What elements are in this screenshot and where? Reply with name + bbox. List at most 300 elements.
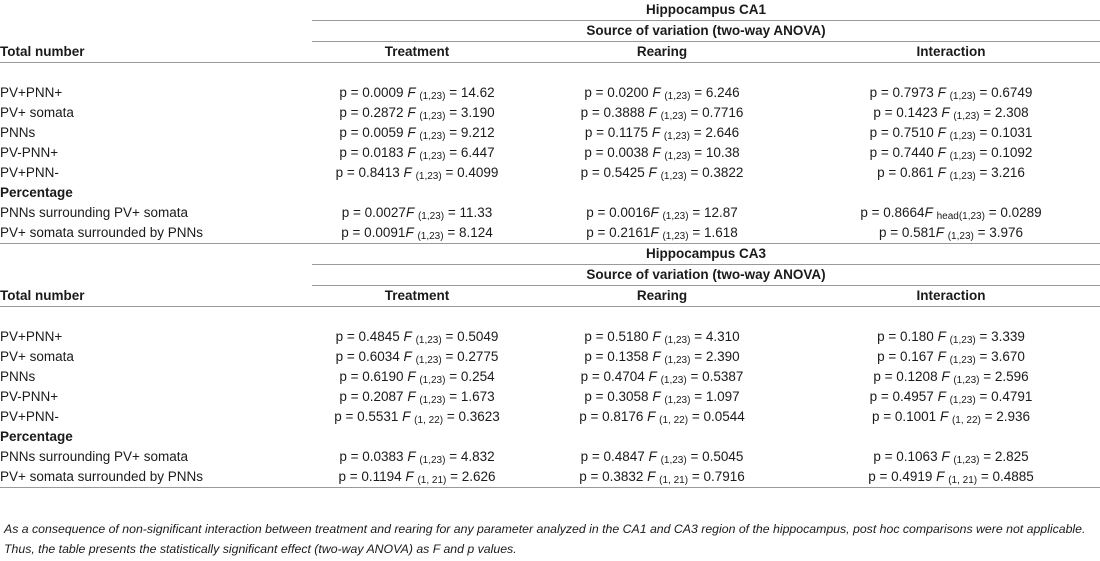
source-title: Source of variation (two-way ANOVA) [312, 265, 1100, 286]
degrees-of-freedom: (1, 22) [951, 415, 981, 426]
stat-value [872, 409, 1030, 424]
f-symbol: F [399, 329, 412, 344]
table-row [0, 83, 1100, 103]
stat-cell [522, 387, 802, 407]
spacer-cell [0, 63, 1100, 84]
row-label: PV+ somata [0, 105, 74, 120]
p-value: p = 0.0009 [339, 85, 404, 100]
stat-value [336, 165, 499, 180]
f-value: = 1.673 [445, 389, 495, 404]
p-value: p = 0.7440 [869, 145, 934, 160]
row-label: PV+PNN+ [0, 85, 63, 100]
stat-value [334, 409, 500, 424]
table-row [0, 367, 1100, 387]
f-symbol: F [403, 85, 416, 100]
stat-cell [312, 447, 522, 467]
degrees-of-freedom: (1,23) [664, 151, 691, 162]
column-header-rearing: Rearing [522, 42, 802, 63]
degrees-of-freedom: (1,23) [660, 111, 687, 122]
row-label: PV+ somata surrounded by PNNs [0, 467, 312, 488]
stat-cell [802, 143, 1100, 163]
p-value: p = 0.8176 [579, 409, 644, 424]
stat-value [341, 225, 493, 240]
f-symbol: F [935, 225, 944, 240]
stat-cell [312, 123, 522, 143]
degrees-of-freedom: (1,23) [419, 131, 446, 142]
f-symbol: F [644, 369, 657, 384]
f-value: = 0.0544 [688, 409, 745, 424]
degrees-of-freedom: (1, 21) [948, 475, 978, 486]
section-title-percentage: Percentage [0, 185, 73, 200]
section-blank-cell [312, 427, 522, 447]
f-symbol: F [932, 469, 945, 484]
stat-cell [802, 407, 1100, 427]
p-value: p = 0.1194 [338, 469, 402, 484]
column-header-treatment: Treatment [312, 42, 522, 63]
stat-value [579, 469, 745, 484]
stat-cell [522, 203, 802, 223]
p-value: p = 0.3832 [579, 469, 644, 484]
f-value: = 0.3623 [443, 409, 500, 424]
stat-value [581, 369, 744, 384]
stat-cell [522, 143, 802, 163]
f-symbol: F [403, 389, 416, 404]
p-value: p = 0.1208 [873, 369, 938, 384]
stat-value [339, 125, 494, 140]
degrees-of-freedom: (1,23) [660, 455, 687, 466]
f-symbol: F [648, 349, 661, 364]
f-symbol: F [398, 409, 411, 424]
f-symbol: F [933, 85, 946, 100]
table-row [0, 347, 1100, 367]
p-value: p = 0.7510 [869, 125, 934, 140]
stat-value [870, 389, 1033, 404]
f-symbol: F [643, 469, 656, 484]
f-value: = 0.6749 [975, 85, 1033, 100]
p-value: p = 0.4957 [869, 389, 934, 404]
degrees-of-freedom: (1,23) [419, 111, 446, 122]
degrees-of-freedom: (1,23) [415, 355, 442, 366]
degrees-of-freedom: (1,23) [417, 231, 444, 242]
stat-value [873, 449, 1028, 464]
row-label: PNNs surrounding PV+ somata [0, 205, 188, 220]
f-symbol: F [648, 329, 661, 344]
f-value: = 4.832 [445, 449, 495, 464]
f-symbol: F [937, 449, 950, 464]
f-symbol: F [924, 205, 933, 220]
degrees-of-freedom: (1, 21) [659, 475, 689, 486]
p-value: p = 0.2087 [339, 389, 404, 404]
degrees-of-freedom: (1,23) [419, 375, 446, 386]
stat-value [342, 205, 493, 220]
f-value: = 3.670 [975, 349, 1025, 364]
stat-cell [312, 103, 522, 123]
table-footnote: As a consequence of non-significant interaction between treatment and rearing for any parameter analyzed in the CA1 and CA3 region of the hippocampus, post hoc comparisons were not applicable. Thus, the table presents the statistically significant effect (two-way ANOVA) as F and p values. [4, 522, 1086, 556]
f-symbol: F [405, 225, 414, 240]
stat-value [873, 369, 1028, 384]
row-label: PNNs surrounding PV+ somata [0, 449, 188, 464]
stat-value [868, 469, 1034, 484]
degrees-of-freedom: (1,23) [949, 131, 976, 142]
stat-cell [802, 447, 1100, 467]
stat-value [877, 329, 1025, 344]
stat-value [860, 205, 1041, 220]
f-symbol: F [933, 349, 946, 364]
p-value: p = 0.6034 [335, 349, 400, 364]
degrees-of-freedom: (1,23) [662, 231, 689, 242]
degrees-of-freedom: head(1,23) [936, 211, 985, 222]
section-blank-cell [802, 427, 1100, 447]
table-row [0, 327, 1100, 347]
f-symbol: F [937, 105, 950, 120]
stat-cell [312, 203, 522, 223]
f-symbol: F [650, 205, 659, 220]
column-header-rearing: Rearing [522, 286, 802, 307]
p-value: p = 0.2872 [339, 105, 404, 120]
header-blank-cell [0, 265, 312, 286]
p-value: p = 0.4845 [335, 329, 400, 344]
f-value: = 4.310 [690, 329, 740, 344]
p-value: p = 0.2161 [586, 225, 651, 240]
f-value: = 2.825 [979, 449, 1029, 464]
degrees-of-freedom: (1,23) [415, 335, 442, 346]
column-header-total-number: Total number [0, 286, 312, 307]
degrees-of-freedom: (1, 22) [659, 415, 689, 426]
stat-value [870, 145, 1033, 160]
table-row [0, 407, 1100, 427]
f-value: = 6.447 [445, 145, 495, 160]
stat-cell [522, 83, 802, 103]
degrees-of-freedom: (1,23) [419, 151, 446, 162]
p-value: p = 0.0200 [584, 85, 649, 100]
p-value: p = 0.4704 [580, 369, 645, 384]
f-symbol: F [403, 105, 416, 120]
row-label: PV+PNN- [0, 165, 59, 180]
p-value: p = 0.7973 [869, 85, 934, 100]
p-value: p = 0.5180 [584, 329, 649, 344]
f-symbol: F [933, 125, 946, 140]
degrees-of-freedom: (1,23) [949, 355, 976, 366]
stat-cell [522, 347, 802, 367]
degrees-of-freedom: (1,23) [419, 395, 446, 406]
degrees-of-freedom: (1,23) [953, 375, 980, 386]
f-symbol: F [644, 449, 657, 464]
table-row [0, 447, 1100, 467]
stat-value [339, 85, 494, 100]
table-row [0, 103, 1100, 123]
f-symbol: F [644, 165, 657, 180]
f-value: = 2.626 [446, 469, 496, 484]
degrees-of-freedom: (1,23) [953, 111, 980, 122]
f-symbol: F [937, 369, 950, 384]
stat-cell [802, 367, 1100, 387]
stat-cell [802, 347, 1100, 367]
f-value: = 9.212 [445, 125, 495, 140]
row-label: PNNs [0, 369, 36, 384]
row-label: PNNs [0, 125, 36, 140]
table-row [0, 203, 1100, 223]
header-blank-cell [0, 21, 312, 42]
f-symbol: F [648, 125, 661, 140]
stat-cell [802, 163, 1100, 183]
section-blank-cell [522, 183, 802, 203]
f-symbol: F [933, 389, 946, 404]
row-label: PV+ somata [0, 349, 74, 364]
stat-cell [312, 367, 522, 387]
degrees-of-freedom: (1,23) [664, 91, 691, 102]
stat-cell [522, 163, 802, 183]
f-value: = 8.124 [443, 225, 493, 240]
stat-cell [312, 467, 522, 488]
f-symbol: F [403, 125, 416, 140]
degrees-of-freedom: (1,23) [419, 91, 446, 102]
degrees-of-freedom: (1,23) [947, 231, 974, 242]
f-value: = 3.190 [445, 105, 495, 120]
degrees-of-freedom: (1, 21) [417, 475, 447, 486]
stat-value [584, 329, 739, 344]
stat-cell [312, 83, 522, 103]
p-value: p = 0.3058 [584, 389, 649, 404]
f-symbol: F [933, 329, 946, 344]
stat-value [581, 105, 744, 120]
p-value: p = 0.1001 [872, 409, 937, 424]
f-value: = 10.38 [690, 145, 740, 160]
f-value: = 3.339 [975, 329, 1025, 344]
row-label: PV+ somata surrounded by PNNs [0, 223, 312, 244]
f-value: = 0.7716 [686, 105, 744, 120]
p-value: p = 0.0038 [584, 145, 649, 160]
column-header-interaction: Interaction [802, 42, 1100, 63]
p-value: p = 0.5531 [334, 409, 399, 424]
degrees-of-freedom: (1,23) [949, 171, 976, 182]
f-symbol: F [403, 369, 416, 384]
stat-cell [522, 103, 802, 123]
stat-cell [312, 143, 522, 163]
column-header-treatment: Treatment [312, 286, 522, 307]
region-title: Hippocampus CA1 [312, 0, 1100, 21]
degrees-of-freedom: (1,23) [664, 335, 691, 346]
region-header-row [0, 0, 1100, 21]
header-blank-cell [0, 244, 312, 265]
degrees-of-freedom: (1,23) [417, 211, 445, 222]
f-symbol: F [405, 205, 415, 220]
f-value: = 0.1031 [975, 125, 1033, 140]
column-header-row [0, 286, 1100, 307]
degrees-of-freedom: (1,23) [419, 455, 446, 466]
section-title-row [0, 427, 1100, 447]
table-row [0, 223, 1100, 244]
table-row [0, 143, 1100, 163]
stat-value [586, 205, 738, 220]
degrees-of-freedom: (1,23) [662, 211, 689, 222]
f-value: = 0.7916 [688, 469, 745, 484]
stat-value [339, 145, 494, 160]
stat-cell [312, 407, 522, 427]
p-value: p = 0.5425 [580, 165, 645, 180]
degrees-of-freedom: (1,23) [949, 395, 976, 406]
f-symbol: F [933, 145, 946, 160]
stat-cell [802, 103, 1100, 123]
stat-cell [802, 467, 1100, 488]
row-spacer [0, 63, 1100, 84]
stat-cell [802, 203, 1100, 223]
section-blank-cell [312, 183, 522, 203]
stat-value [579, 409, 745, 424]
f-value: = 1.618 [688, 225, 738, 240]
table-row [0, 387, 1100, 407]
degrees-of-freedom: (1,23) [415, 171, 442, 182]
stat-cell [802, 327, 1100, 347]
stat-value [581, 165, 744, 180]
f-value: = 12.87 [688, 205, 738, 220]
p-value: p = 0.4847 [580, 449, 645, 464]
degrees-of-freedom: (1,23) [949, 91, 976, 102]
f-symbol: F [401, 469, 414, 484]
f-value: = 2.936 [980, 409, 1031, 424]
p-value: p = 0.0059 [339, 125, 404, 140]
table-row [0, 467, 1100, 488]
region-title: Hippocampus CA3 [312, 244, 1100, 265]
spacer-cell [0, 307, 1100, 328]
f-value: = 2.308 [979, 105, 1029, 120]
f-value: = 2.596 [979, 369, 1029, 384]
row-label: PV-PNN+ [0, 145, 59, 160]
stat-cell [802, 387, 1100, 407]
stat-cell [802, 83, 1100, 103]
stat-cell [312, 223, 522, 244]
stat-cell [522, 447, 802, 467]
f-symbol: F [644, 105, 657, 120]
stat-cell [802, 223, 1100, 244]
degrees-of-freedom: (1,23) [949, 151, 976, 162]
row-label: PV+PNN- [0, 409, 59, 424]
f-symbol: F [936, 409, 949, 424]
table-row [0, 163, 1100, 183]
f-value: = 11.33 [444, 205, 493, 220]
f-value: = 2.390 [690, 349, 740, 364]
f-symbol: F [403, 145, 416, 160]
f-value: = 0.4791 [975, 389, 1033, 404]
p-value: p = 0.167 [877, 349, 934, 364]
header-blank-cell [0, 0, 312, 21]
stat-cell [522, 407, 802, 427]
p-value: p = 0.0183 [339, 145, 404, 160]
degrees-of-freedom: (1, 22) [414, 415, 444, 426]
column-header-interaction: Interaction [802, 286, 1100, 307]
degrees-of-freedom: (1,23) [664, 395, 691, 406]
source-header-row [0, 21, 1100, 42]
degrees-of-freedom: (1,23) [660, 171, 687, 182]
f-value: = 0.3822 [686, 165, 744, 180]
p-value: p = 0.4919 [868, 469, 933, 484]
stat-value [877, 165, 1025, 180]
p-value: p = 0.1358 [584, 349, 649, 364]
f-value: = 14.62 [445, 85, 495, 100]
stat-cell [522, 327, 802, 347]
f-symbol: F [648, 389, 661, 404]
f-symbol: F [399, 349, 412, 364]
f-value: = 0.0289 [984, 205, 1042, 220]
degrees-of-freedom: (1,23) [660, 375, 687, 386]
stat-cell [522, 123, 802, 143]
stat-value [336, 329, 499, 344]
stat-cell [522, 223, 802, 244]
stat-value [870, 85, 1033, 100]
stat-value [584, 349, 739, 364]
stat-value [584, 389, 739, 404]
section-title-row [0, 183, 1100, 203]
f-value: = 0.5045 [686, 449, 744, 464]
p-value: p = 0.3888 [580, 105, 645, 120]
p-value: p = 0.6190 [339, 369, 404, 384]
p-value: p = 0.1175 [584, 125, 649, 140]
stat-value [586, 225, 738, 240]
stat-value [336, 349, 499, 364]
f-value: = 0.5387 [686, 369, 744, 384]
stat-cell [312, 163, 522, 183]
f-symbol: F [643, 409, 656, 424]
f-value: = 3.216 [975, 165, 1025, 180]
f-symbol: F [403, 449, 416, 464]
p-value: p = 0.0383 [339, 449, 404, 464]
stat-value [877, 349, 1025, 364]
f-symbol: F [650, 225, 659, 240]
section-blank-cell [802, 183, 1100, 203]
p-value: p = 0.0027 [341, 205, 406, 220]
degrees-of-freedom: (1,23) [953, 455, 980, 466]
f-value: = 2.646 [689, 125, 740, 140]
f-value: = 0.4885 [977, 469, 1034, 484]
p-value: p = 0.1423 [873, 105, 938, 120]
stat-cell [312, 347, 522, 367]
degrees-of-freedom: (1,23) [949, 335, 976, 346]
p-value: p = 0.581 [879, 225, 936, 240]
stat-cell [522, 467, 802, 488]
p-value: p = 0.180 [877, 329, 934, 344]
stat-value [584, 85, 739, 100]
column-header-row [0, 42, 1100, 63]
f-value: = 6.246 [690, 85, 740, 100]
source-title: Source of variation (two-way ANOVA) [312, 21, 1100, 42]
stat-cell [522, 367, 802, 387]
p-value: p = 0.0016 [586, 205, 651, 220]
f-symbol: F [933, 165, 946, 180]
f-symbol: F [648, 145, 661, 160]
stat-value [870, 125, 1033, 140]
stat-value [338, 469, 495, 484]
stat-value [339, 389, 494, 404]
section-blank-cell [522, 427, 802, 447]
stat-value [873, 105, 1028, 120]
stat-value [585, 125, 739, 140]
stat-cell [802, 123, 1100, 143]
stat-value [581, 449, 744, 464]
stat-cell [312, 327, 522, 347]
stat-value [879, 225, 1023, 240]
p-value: p = 0.1063 [873, 449, 938, 464]
column-header-total-number: Total number [0, 42, 312, 63]
f-value: = 0.2775 [441, 349, 499, 364]
p-value: p = 0.8664 [860, 205, 925, 220]
f-value: = 0.254 [445, 369, 495, 384]
stat-cell [312, 387, 522, 407]
f-value: = 0.5049 [441, 329, 499, 344]
degrees-of-freedom: (1,23) [664, 355, 691, 366]
p-value: p = 0.8413 [335, 165, 400, 180]
p-value: p = 0.0091 [341, 225, 406, 240]
source-header-row [0, 265, 1100, 286]
f-value: = 0.1092 [975, 145, 1033, 160]
